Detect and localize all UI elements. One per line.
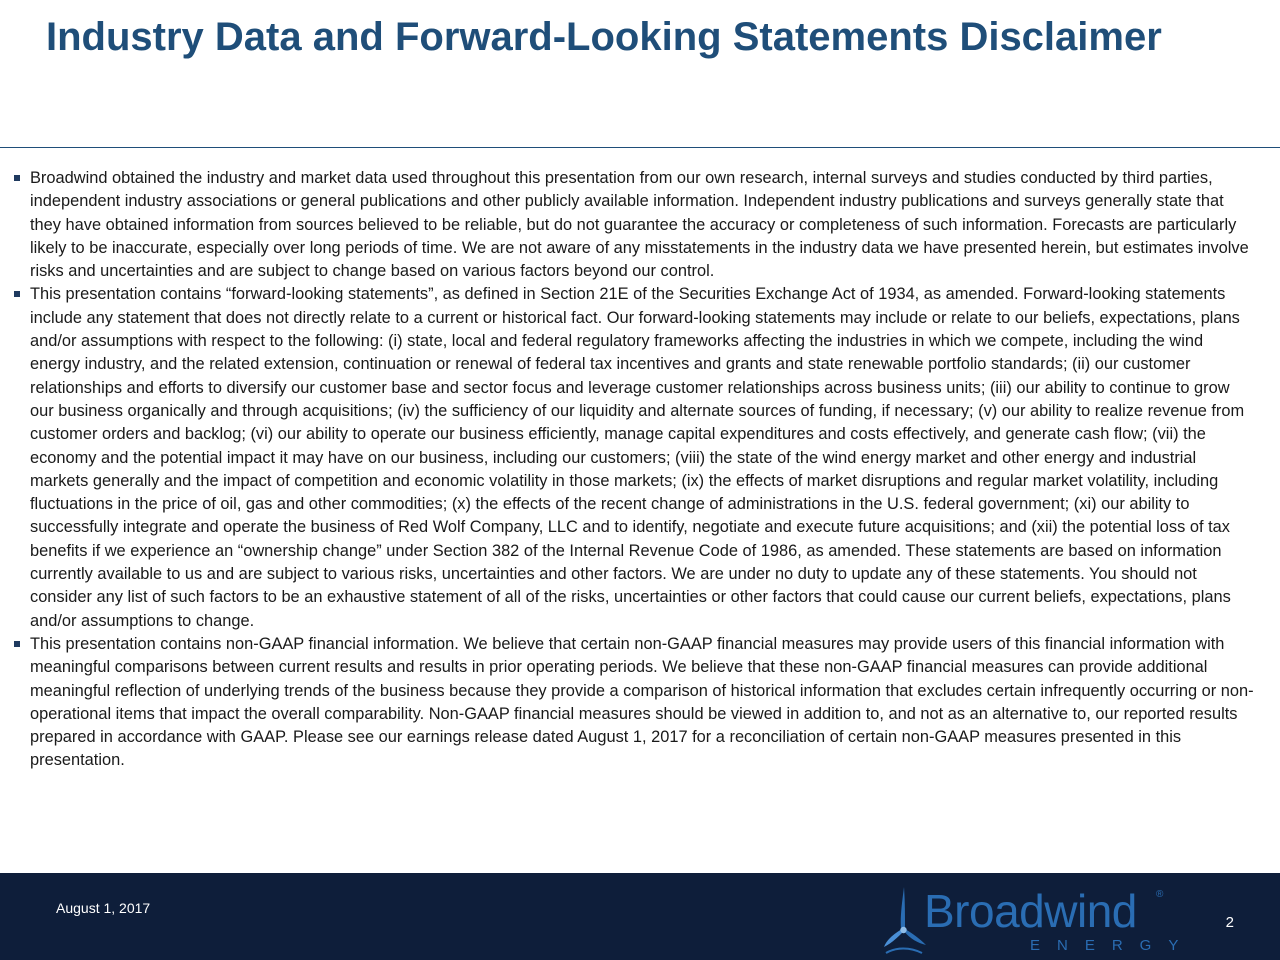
bullet-list [14,167,1254,773]
footer-bar [0,873,1280,960]
broadwind-turbine-logo-icon [880,883,928,957]
logo-subtitle: ENERGY [1030,937,1196,954]
title-divider [0,147,1280,148]
bullet-text: This presentation contains “forward-looking statements”, as defined in Section 21E of the Securities Exchange Act of 1934, as amended. Forward-looking statements include any statement that does not directly relate to a current or historical fact. Our forward-looking statements may include or relate to our beliefs, expectations, plans and/or assumptions with respect to the following: (i) state, local and federal regulatory frameworks affecting the industries in which we compete, including the wind energy industry, and the related extension, continuation or renewal of federal tax incentives and grants and state renewable portfolio standards; (ii) our customer relationships and efforts to diversify our customer base and sector focus and leverage customer relationships across business units; (iii) our ability to continue to grow our business organically and through acquisitions; (iv) the sufficiency of our liquidity and alternate sources of funding, if necessary; (v) our ability to realize revenue from customer orders and backlog; (vi) our ability to operate our business efficiently, manage capital expenditures and costs effectively, and generate cash flow; (vii) the economy and the potential impact it may have on our business, including our customers; (viii) the state of the wind energy market and other energy and industrial markets generally and the impact of competition and economic volatility in those markets; (ix) the effects of market disruptions and regular market volatility, including fluctuations in the price of oil, gas and other commodities; (x) the effects of the recent change of administrations in the U.S. federal government; (xi) our ability to successfully integrate and operate the business of Red Wolf Company, LLC and to identify, negotiate and execute future acquisitions; and (xii) the potential loss of tax benefits if we experience an “ownership change” under Section 382 of the Internal Revenue Code of 1986, as amended. These statements are based on information currently available to us and are subject to various risks, uncertainties and other factors. We are under no duty to update any of these statements. You should not consider any list of such factors to be an exhaustive statement of all of the risks, uncertainties or other factors that could cause our current beliefs, expectations, plans and/or assumptions to change. [30,285,1245,630]
square-bullet-icon [14,291,20,297]
square-bullet-icon [14,641,20,647]
bullet-item-forward-looking [14,283,1254,632]
footer-date: August 1, 2017 [56,900,151,916]
logo-registered-mark: ® [1156,889,1164,900]
bullet-text: This presentation contains non-GAAP financial information. We believe that certain non-GAAP financial measures may provide users of this financial information with meaningful comparisons between current results and results in prior operating periods. We believe that these non-GAAP financial measures can provide additional meaningful reflection of underlying trends of the business because they provide a comparison of historical information that excludes certain infrequently occurring or non-operational items that impact the overall comparability. Non-GAAP financial measures should be viewed in addition to, and not as an alternative to, our reported results prepared in accordance with GAAP. Please see our earnings release dated August 1, 2017 for a reconciliation of certain non-GAAP measures presented in this presentation. [30,634,1254,770]
square-bullet-icon [14,175,20,181]
logo-wordmark: Broadwind [924,885,1137,937]
broadwind-logo [880,883,1196,957]
bullet-item-non-gaap [14,633,1254,773]
slide-title: Industry Data and Forward-Looking Statements Disclaimer [46,15,1162,59]
bullet-text: Broadwind obtained the industry and market data used throughout this presentation from our own research, internal surveys and studies conducted by third parties, independent industry associations or general publications and other publicly available information. Independent industry publications and surveys generally state that they have obtained information from sources believed to be reliable, but do not guarantee the accuracy or completeness of such information. Forecasts are particularly likely to be inaccurate, especially over long periods of time. We are not aware of any misstatements in the industry data we have presented herein, but estimates involve risks and uncertainties and are subject to change based on various factors beyond our control. [30,169,1249,281]
page-number: 2 [1225,914,1234,931]
bullet-item-industry-data [14,167,1254,283]
